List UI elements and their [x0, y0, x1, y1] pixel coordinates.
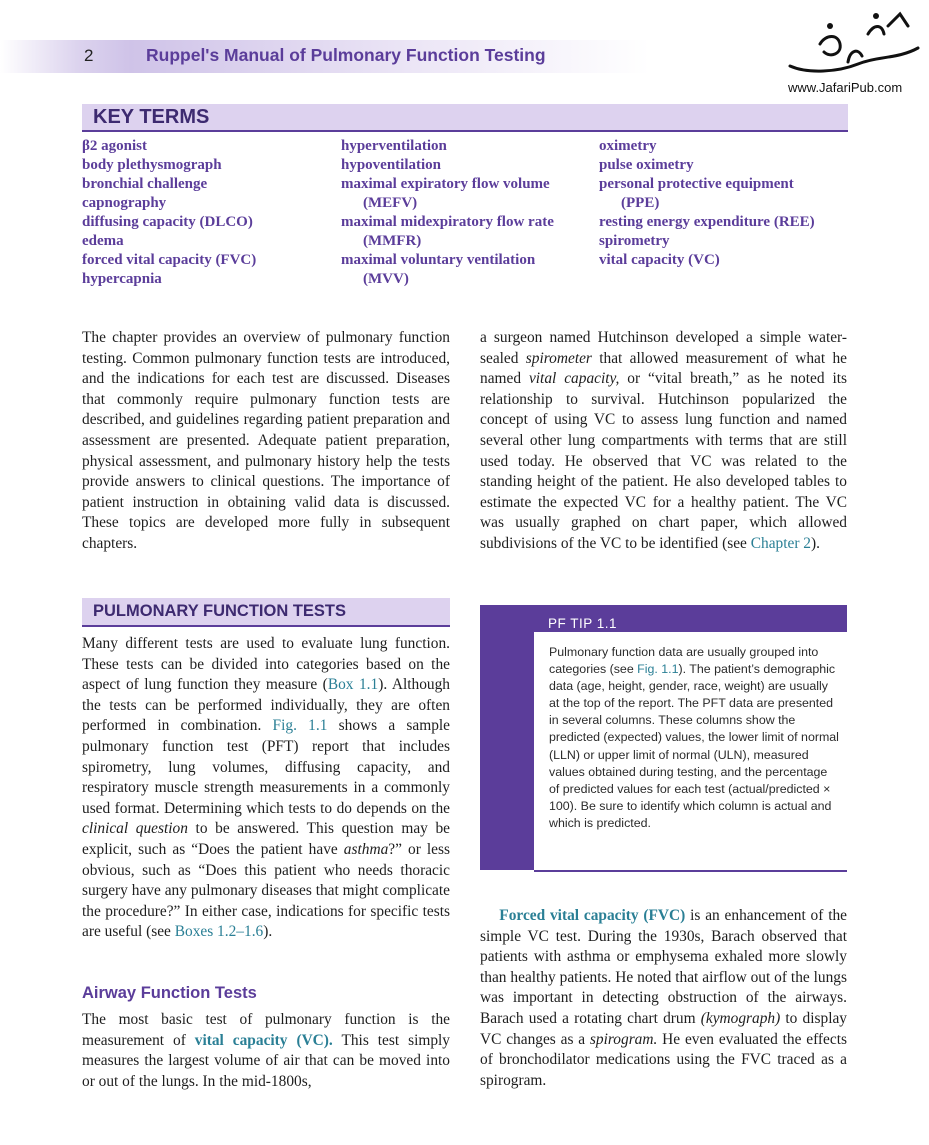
- key-term-highlight: Forced vital capacity (FVC): [499, 907, 686, 924]
- key-terms-column-1: [82, 137, 337, 289]
- header-band: [0, 40, 130, 73]
- emphasis: asthma: [343, 840, 389, 858]
- key-term: (PPE): [621, 195, 660, 211]
- text-run: Pulmonary function data are usually grouped into categories (see: [549, 645, 819, 677]
- boxes-link[interactable]: Boxes 1.2–1.6: [174, 923, 264, 941]
- key-term: vital capacity (VC): [599, 252, 720, 268]
- key-term: body plethysmograph: [82, 157, 222, 173]
- key-term: bronchial challenge: [82, 176, 208, 192]
- text-run: ).: [263, 923, 273, 941]
- emphasis: spirometer: [525, 349, 592, 367]
- key-term: oximetry: [599, 138, 657, 154]
- key-term: (MEFV): [363, 195, 418, 211]
- page-number: 2: [84, 46, 94, 65]
- publisher-url: www.JafariPub.com: [788, 80, 903, 95]
- intro-text: The chapter provides an overview of pulmonary function testing. Common pulmonary function tests are introduced, and the indications for each test are discussed. Diseases that commonly require pulmonary function tests are described, and guidelines regarding patient preparation and assessment are presented. Adequate patient preparation, physical assessment, and pulmonary history help the tests provide answers to clinical questions. The importance of patient instruction in obtaining valid data is discussed. These topics are developed more fully in subsequent chapters.: [82, 329, 450, 552]
- text-run: ). The patient’s demographic data (age, height, gender, race, weight) are usually at the top of the report. The PFT data are presented in several columns. These columns show the predicted (expected) values, the lower limit of normal (LLN) or upper limit of normal (ULN), measured values obtained during testing, and the percentage of predicted values for each test (actual/predicted × 100). Be sure to identify which column is actual and which is predicted.: [549, 662, 839, 830]
- text-run: is an enhancement of the simple VC test. During the 1930s, Barach observed that patients with asthma or emphysema exhaled more slowly than healthy patients. He noted that airflow out of the lungs was important in detecting obstruction of the airways. Barach used a rotating chart drum: [480, 907, 848, 1027]
- key-terms-title: KEY TERMS: [93, 106, 210, 128]
- text-run: or “vital breath,” as he noted its relationship to survival. Hutchinson popularized the concept of using VC to assess lung function and named several other lung compartments with terms that are still used today. He observed that VC was related to the standing height of the patient. He also developed tables to estimate the expected VC for a healthy patient. The VC was usually graphed on chart paper, which allowed subdivisions of the VC to be identified (see: [480, 370, 847, 552]
- text-run: ). Although the tests can be performed individually, they are often performed in combination.: [82, 676, 450, 735]
- subsection-title: Airway Function Tests: [82, 984, 257, 1002]
- key-term: personal protective equipment: [599, 176, 794, 192]
- key-term: hypercapnia: [82, 271, 162, 287]
- tip-text: [549, 644, 839, 832]
- key-terms-column-2: [341, 137, 596, 289]
- key-term: resting energy expenditure (REE): [599, 214, 815, 230]
- emphasis: (kymograph): [700, 1009, 781, 1027]
- history-paragraph: [480, 328, 847, 555]
- key-term: maximal midexpiratory flow rate: [341, 214, 554, 230]
- key-terms-column-3: [599, 137, 854, 270]
- key-term: edema: [82, 233, 124, 249]
- emphasis: vital capacity,: [528, 370, 620, 388]
- text-run: to be answered. This question may be explicit, such as “Does the patient have: [82, 820, 450, 858]
- key-term: pulse oximetry: [599, 157, 694, 173]
- key-term: hypoventilation: [341, 157, 442, 173]
- key-term: hyperventilation: [341, 138, 447, 154]
- airway-paragraph: [82, 1010, 450, 1092]
- figure-link[interactable]: Fig. 1.1: [637, 662, 679, 677]
- emphasis: clinical question: [82, 820, 188, 838]
- intro-paragraph: [82, 328, 450, 555]
- tip-box-side-band: [480, 605, 534, 870]
- section-title: PULMONARY FUNCTION TESTS: [93, 602, 347, 620]
- key-term: spirometry: [599, 233, 670, 249]
- chapter-link[interactable]: Chapter 2: [750, 534, 811, 552]
- text-run: This test simply measures the largest volume of air that can be moved into or out of the lungs. In the mid-1800s,: [82, 1031, 450, 1090]
- tip-title: PF TIP 1.1: [548, 616, 618, 631]
- key-term: β2 agonist: [82, 138, 147, 154]
- text-run: to display VC changes as a: [480, 1009, 847, 1048]
- emphasis: spirogram.: [589, 1030, 658, 1048]
- key-term: (MMFR): [363, 233, 422, 249]
- text-run: a surgeon named Hutchinson developed a simple water-sealed: [480, 329, 847, 367]
- key-term: maximal expiratory flow volume: [341, 176, 550, 192]
- text-run: that allowed measurement of what he named: [480, 349, 847, 388]
- key-term: capnography: [82, 195, 167, 211]
- key-term-highlight: vital capacity (VC).: [194, 1031, 333, 1049]
- key-term: diffusing capacity (DLCO): [82, 214, 253, 230]
- fvc-paragraph: [480, 906, 847, 1091]
- pft-paragraph: [82, 634, 450, 943]
- key-term: (MVV): [363, 271, 409, 287]
- text-run: shows a sample pulmonary function test (PFT) report that includes spirometry, lung volumes, diffusing capacity, and respiratory muscle strength measurements in a commonly used format. Determining which tests to do depends on the: [82, 717, 451, 817]
- box-link[interactable]: Box 1.1: [327, 676, 379, 694]
- text-run: ?” or less obvious, such as “Does this patient who needs thoracic surgery have any pulmonary diseases that might complicate the procedure?” In either case, indications for specific tests are useful (see: [82, 840, 450, 941]
- book-title: Ruppel's Manual of Pulmonary Function Testing: [146, 45, 546, 65]
- text-run: ).: [811, 534, 820, 552]
- text-run: Many different tests are used to evaluate lung function. These tests can be divided into categories based on the aspect of lung function they measure (: [82, 635, 450, 694]
- figure-link[interactable]: Fig. 1.1: [272, 717, 328, 735]
- text-run: He even evaluated the effects of bronchodilator medications using the FVC traced as a spirogram.: [480, 1030, 847, 1089]
- key-term: forced vital capacity (FVC): [82, 252, 257, 268]
- key-term: maximal voluntary ventilation: [341, 252, 536, 268]
- text-run: The most basic test of pulmonary function is the measurement of: [82, 1011, 450, 1049]
